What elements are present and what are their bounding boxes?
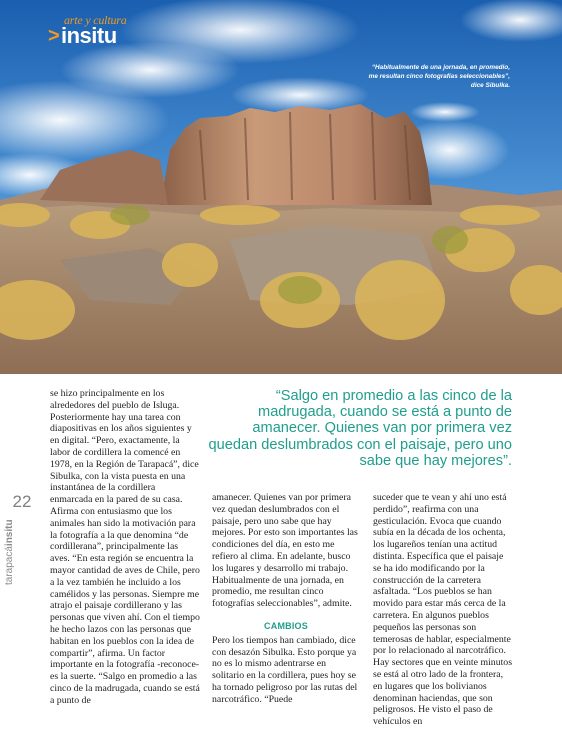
pull-quote: “Salgo en promedio a las cinco de la madrugada, cuando se está a punto de amanecer. Quienes van por primera vez quedan deslumbrados con el paisaje, pero uno sabe que hay mejores”.: [208, 388, 512, 469]
chevron-right-icon: >: [48, 25, 60, 47]
article-column-3: suceder que te vean y ahí uno está perdido”, reafirma con una gesticulación. Evoca que cuando subía en la década de los ochenta, los lugareños tenían una actitud distinta. Específica que el paisaje se ha ido modificando por la construcción de la carretera asfaltada. “Los pueblos se han movido para estar más cerca de la carretera. En algunos pueblos pequeños las personas son temerosas de hablar, especialmente por lo relacionado al narcotráfico. Hay sectores que en veinte minutos se está al otro lado de la frontera, en lugares que los bolivianos denominan haciendas, que son peligrosos. He visto el paso de vehículos en: [373, 492, 513, 728]
column-2-paragraph-1: amanecer. Quienes van por primera vez quedan deslumbrados con el paisaje, pero uno sabe que hay mejores. Por esto son importantes las condiciones del día, en esto me refiero al clima. En adelante, busco los lugares y desarrollo mi trabajo. Habitualmente de una jornada, en promedio, me resultan cinco fotografías seleccionables”, admite.: [212, 492, 358, 610]
hero-photo: [0, 0, 562, 374]
magazine-logo: [48, 14, 158, 50]
article-column-2: [212, 492, 360, 706]
article-column-1: se hizo principalmente en los alrededores del pueblo de Isluga. Posteriormente hay una tarea con diapositivas en los años siguientes y en digital. “Pero, exactamente, la labor de cordillera la comencé en 1978, en la Región de Tarapacá”, dice Sibulka, con la vista puesta en una instantánea de la cordillera enmarcada en la pared de su casa. Afirma con entusiasmo que los animales han sido la motivación para la fotografía a la que denomina “de cordillerana”, principalmente las aves. “En esta región se encuentra la mayor cantidad de aves de Chile, pero a la vez también he incluido a los camélidos y las personas. Siempre me atrajo el paisaje cordillerano y las personas que viven ahí. Con el tiempo he hecho lazos con las personas que habitan en los pueblos con la idea de compartir”, afirma. Un factor importante en la fotografía -reconoce- es la suerte. “Salgo en promedio a las cinco de la madrugada, cuando se está a punto de: [50, 388, 200, 706]
page-number: 22: [12, 492, 32, 511]
logo-tagline: arte y cultura: [64, 13, 127, 27]
section-subhead: CAMBIOS: [264, 620, 308, 631]
side-brand-light: tarapacá: [4, 546, 15, 585]
photo-caption: “Habitualmente de una jornada, en promedio, me resultan cinco fotografías seleccionables”, dice Sibulka.: [368, 64, 510, 89]
side-brand-bold: insitu: [4, 519, 15, 547]
side-brand: [4, 507, 16, 585]
column-2-paragraph-2: Pero los tiempos han cambiado, dice con desazón Sibulka. Esto porque ya no es lo mismo adentrarse en solitario en la cordillera, pues hoy se ha tornado peligroso por las rutas del narcotráfico. “Puede: [212, 634, 358, 705]
logo-wordmark: insitu: [61, 23, 117, 48]
altiplano-landscape-image: [0, 0, 562, 374]
